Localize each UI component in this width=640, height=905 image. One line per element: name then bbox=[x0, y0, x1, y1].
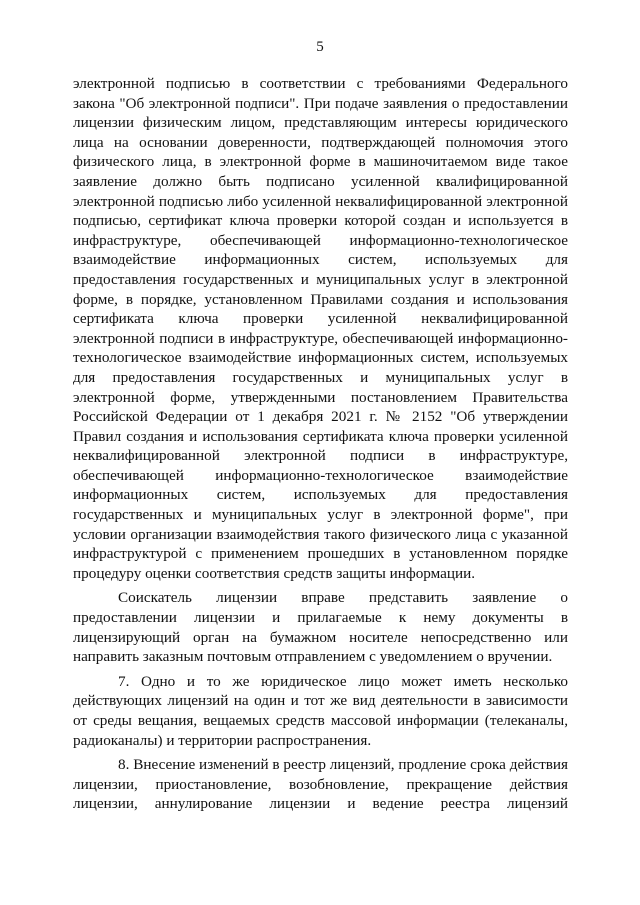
paragraph-item-7: 7. Одно и то же юридическое лицо может иметь несколько действующих лицензий на один и тот же вид деятельности в зависимости от среды вещания, вещаемых средств массовой информации (телеканалы, радиоканалы) и территории распространения. bbox=[73, 672, 568, 749]
paragraph-item-8: 8. Внесение изменений в реестр лицензий, продление срока действия лицензии, приостановление, возобновление, прекращение действия лицензии, аннулирование лицензии и ведение реестра лицензий bbox=[73, 756, 568, 813]
paragraph-applicant-rights: Соискатель лицензии вправе представить заявление о предоставлении лицензии и прилагаемые к нему документы в лицензирующий орган на бумажном носителе непосредственно или направить заказным почтовым отправлением с уведомлением о вручении. bbox=[73, 589, 568, 666]
paragraph-electronic-signature: электронной подписью в соответствии с требованиями Федерального закона "Об электронной подписи". При подаче заявления о предоставлении лицензии физическим лицом, представляющим интересы юридического лица на основании доверенности, подтверждающей полномочия этого физического лица, в электронной форме в машиночитаемом виде такое заявление должно быть подписано усиленной квалифицированной электронной подписью либо усиленной неквалифицированной электронной подписью, сертификат ключа проверки которой создан и используется в инфраструктуре, обеспечивающей информационно-технологическое взаимодействие информационных систем, используемых для предоставления государственных и муниципальных услуг в электронной форме, в порядке, установленном Правилами создания и использования сертификата ключа проверки усиленной неквалифицированной электронной подписи в инфраструктуре, обеспечивающей информационно-технологическое взаимодействие информационных систем, используемых для предоставления государственных и муниципальных услуг в электронной форме, утвержденными постановлением Правительства Российской Федерации от 1 декабря 2021 г. № 2152 "Об утверждении Правил создания и использования сертификата ключа проверки усиленной неквалифицированной электронной подписи в инфраструктуре, обеспечивающей информационно-технологическое взаимодействие информационных систем, используемых для предоставления государственных и муниципальных услуг в электронной форме", при условии организации взаимодействия такого физического лица с указанной инфраструктурой с применением прошедших в установленном порядке процедуру оценки соответствия средств защиты информации. bbox=[73, 75, 568, 582]
document-body bbox=[73, 74, 568, 814]
page-number: 5 bbox=[316, 39, 324, 55]
